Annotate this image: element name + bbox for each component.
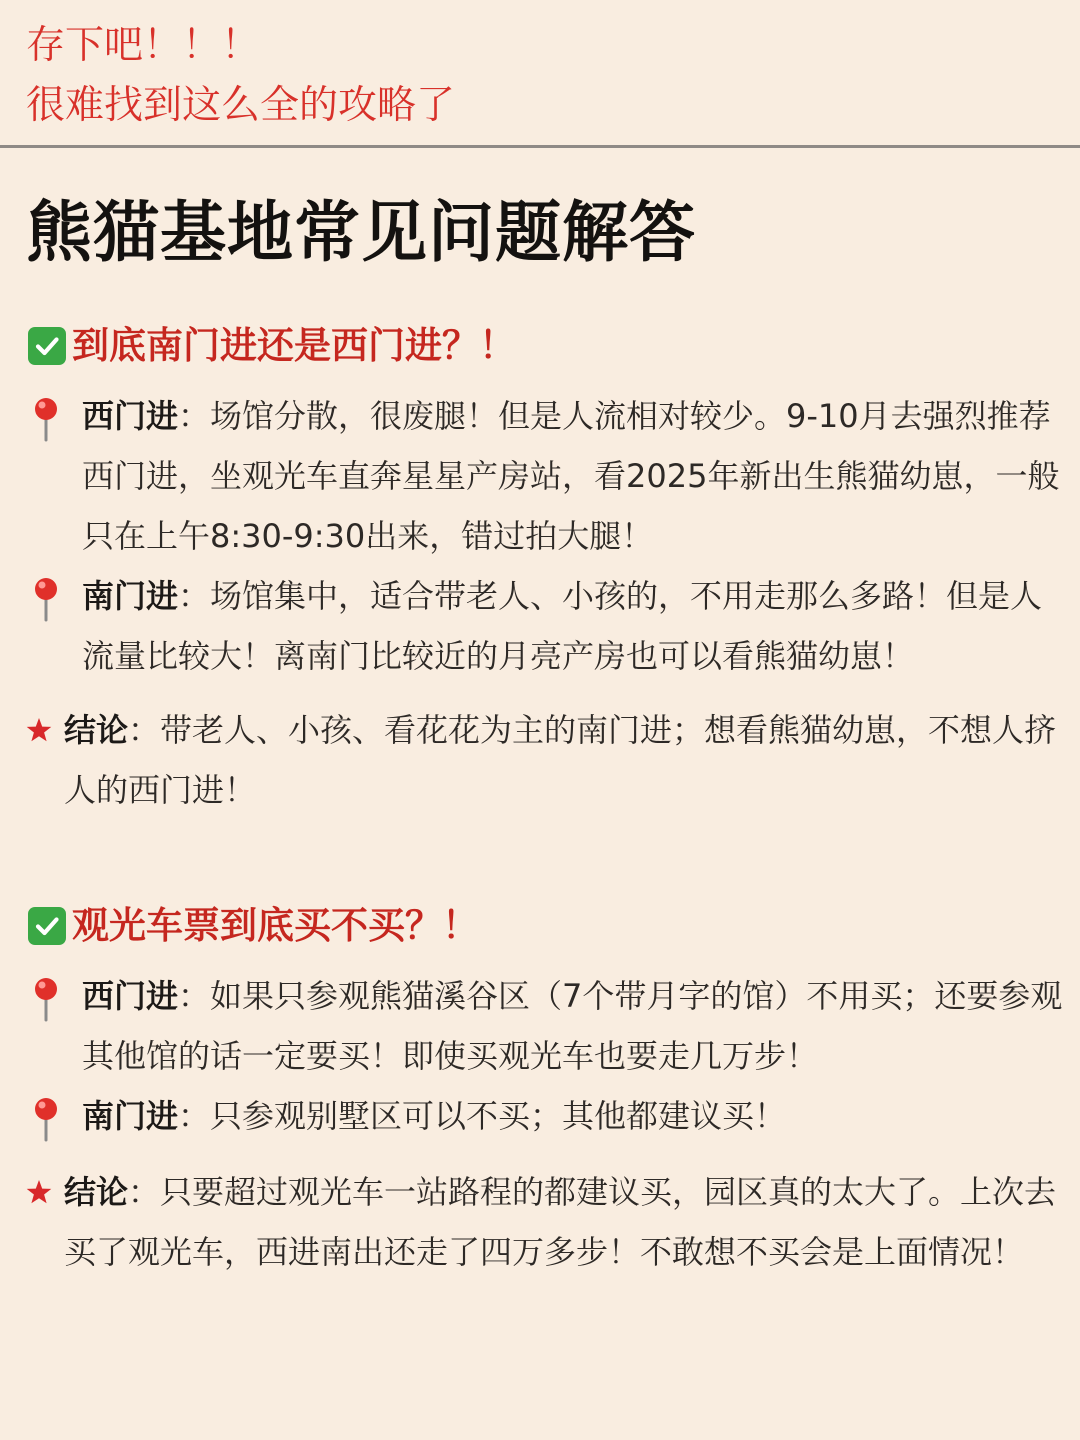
item-body: ：场馆分散，很废腿！但是人流相对较少。9-10月去强烈推荐西门进，坐观光车直奔星星产房站，看2025年新出生熊猫幼崽，一般只在上午8:30-9:30出来，错过拍大腿！ xyxy=(82,397,1060,555)
round-pushpin-icon xyxy=(30,1096,62,1142)
item-label: 南门进 xyxy=(82,1097,179,1135)
round-pushpin-icon xyxy=(30,576,62,622)
item-body: ：如果只参观熊猫溪谷区（7个带月字的馆）不用买；还要参观其他馆的话一定要买！即使买观光车也要走几万步！ xyxy=(82,977,1063,1075)
round-pushpin-icon xyxy=(30,396,62,442)
round-pushpin-icon xyxy=(30,976,62,1022)
red-star-icon xyxy=(26,717,52,743)
check-mark-icon xyxy=(28,907,66,945)
question-text: 到底南门进还是西门进？！ xyxy=(72,324,516,367)
header-line-2: 很难找到这么全的攻略了 xyxy=(26,83,456,128)
item-body: ：场馆集中，适合带老人、小孩的，不用走那么多路！但是人流量比较大！离南门比较近的月亮产房也可以看熊猫幼崽！ xyxy=(82,577,1043,675)
header-line-1: 存下吧！！！ xyxy=(26,23,261,68)
conclusion-label: 结论 xyxy=(64,1173,129,1211)
red-star-icon xyxy=(26,1179,52,1205)
question-heading xyxy=(28,320,516,372)
conclusion-label: 结论 xyxy=(64,711,129,749)
item-label: 西门进 xyxy=(82,977,179,1015)
item-label: 南门进 xyxy=(82,577,179,615)
conclusion-body: ：带老人、小孩、看花花为主的南门进；想看熊猫幼崽，不想人挤人的西门进！ xyxy=(64,711,1057,809)
question-heading xyxy=(28,900,479,952)
item-body: ：只参观别墅区可以不买；其他都建议买！ xyxy=(178,1097,787,1135)
page-title: 熊猫基地常见问题解答 xyxy=(26,194,696,271)
conclusion-body: ：只要超过观光车一站路程的都建议买，园区真的太大了。上次去买了观光车，西进南出还走了四万多步！不敢想不买会是上面情况！ xyxy=(64,1173,1057,1271)
check-mark-icon xyxy=(28,327,66,365)
item-label: 西门进 xyxy=(82,397,179,435)
header-banner xyxy=(0,0,1080,148)
question-text: 观光车票到底买不买？！ xyxy=(72,904,479,947)
